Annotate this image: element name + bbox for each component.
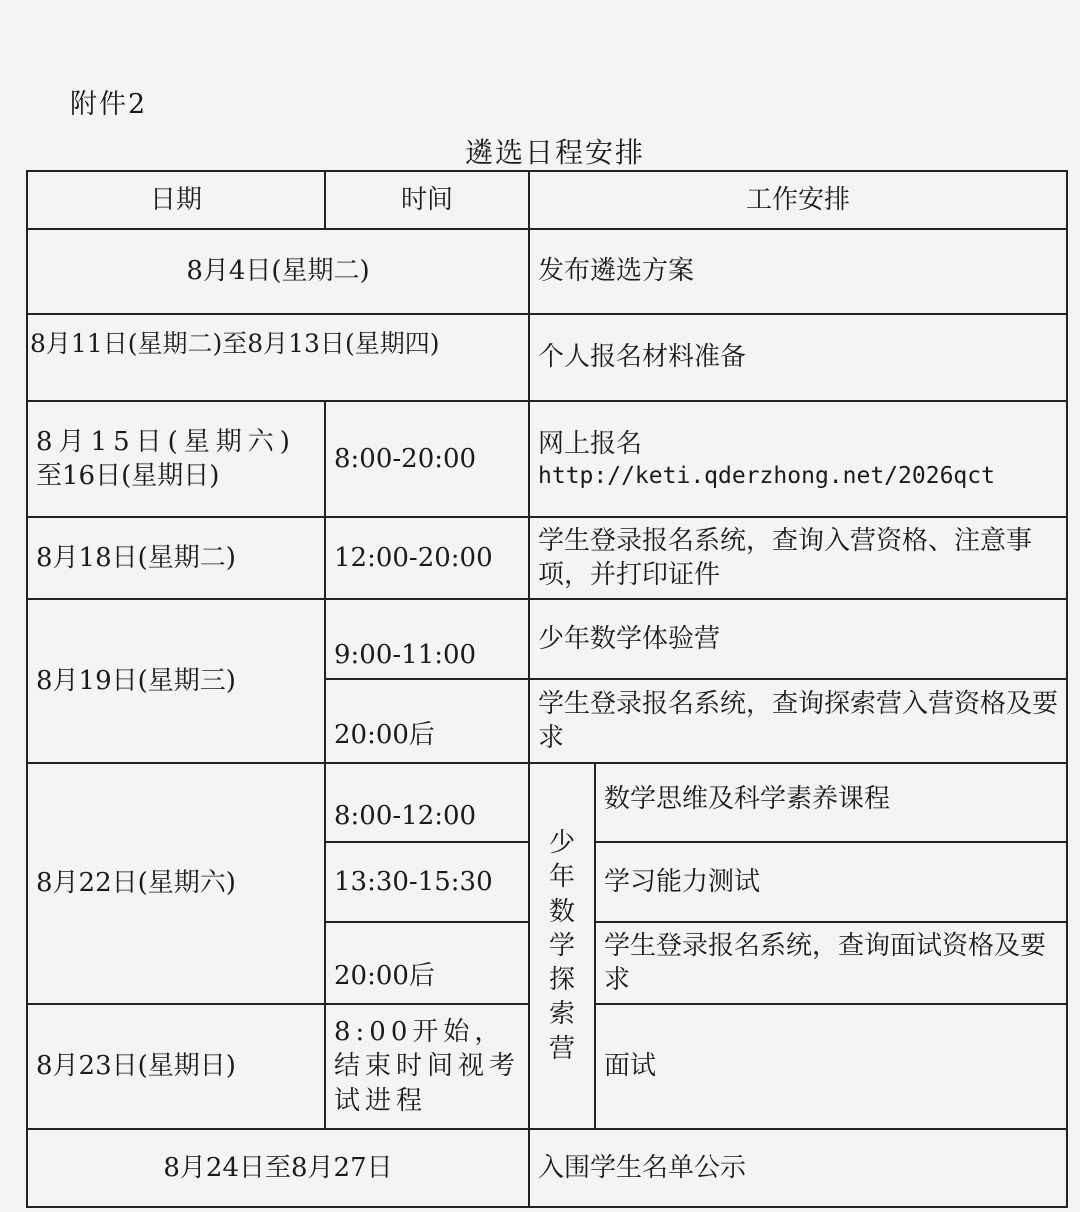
row-task: 个人报名材料准备 [529, 314, 1067, 401]
table-row [27, 763, 1067, 842]
row-time: 8:00-12:00 [325, 763, 529, 842]
row-date: 8月24日至8月27日 [27, 1129, 529, 1207]
row-date: 8月23日(星期日) [27, 1004, 325, 1129]
camp-label [529, 763, 595, 1129]
row-task: 数学思维及科学素养课程 [595, 763, 1067, 842]
table-row [27, 314, 1067, 401]
table-row [27, 401, 1067, 517]
row-task: 面试 [595, 1004, 1067, 1129]
row-time: 20:00后 [325, 679, 529, 763]
header-task: 工作安排 [529, 171, 1067, 229]
row-date: 8月18日(星期二) [27, 517, 325, 599]
row-task: 学习能力测试 [595, 842, 1067, 922]
row-date: 8月19日(星期三) [27, 599, 325, 763]
row-task: 少年数学体验营 [529, 599, 1067, 679]
row-time: 8:00-20:00 [325, 401, 529, 517]
row-date: 8月11日(星期二)至8月13日(星期四) [27, 314, 529, 401]
row-task: 发布遴选方案 [529, 229, 1067, 314]
row-task: 学生登录报名系统，查询面试资格及要求 [595, 922, 1067, 1004]
attachment-label: 附件2 [70, 89, 148, 120]
row-date: 8月22日(星期六) [27, 763, 325, 1004]
header-date: 日期 [27, 171, 325, 229]
table-header-row [27, 171, 1067, 229]
header-time: 时间 [325, 171, 529, 229]
row-time: 12:00-20:00 [325, 517, 529, 599]
table-row [27, 517, 1067, 599]
row-time: 8:00开始，结束时间视考试进程 [325, 1004, 529, 1129]
page-title: 遴选日程安排 [464, 136, 645, 169]
registration-url[interactable]: http://keti.qderzhong.net/2026qct [538, 462, 995, 489]
row-date [27, 401, 325, 517]
camp-char: 探 [548, 965, 575, 996]
row-time: 9:00-11:00 [325, 599, 529, 679]
camp-char: 年 [548, 862, 575, 893]
table-row [27, 599, 1067, 679]
camp-char: 数 [548, 896, 575, 927]
camp-char: 少 [548, 827, 575, 858]
schedule-table [26, 170, 1068, 1208]
row-task: 学生登录报名系统，查询探索营入营资格及要求 [529, 679, 1067, 763]
date-line-1: 8月15日(星期六) [36, 426, 296, 457]
row-time: 13:30-15:30 [325, 842, 529, 922]
row-date: 8月4日(星期二) [27, 229, 529, 314]
table-row [27, 1129, 1067, 1207]
row-task [529, 401, 1067, 517]
row-task: 入围学生名单公示 [529, 1129, 1067, 1207]
row-task: 学生登录报名系统，查询入营资格、注意事项，并打印证件 [529, 517, 1067, 599]
camp-char: 索 [548, 999, 575, 1030]
row-time: 20:00后 [325, 922, 529, 1004]
date-line-2: 至16日(星期日) [36, 461, 220, 491]
camp-char: 学 [548, 930, 575, 961]
table-row [27, 229, 1067, 314]
task-label: 网上报名 [538, 428, 643, 459]
camp-char: 营 [548, 1033, 575, 1064]
